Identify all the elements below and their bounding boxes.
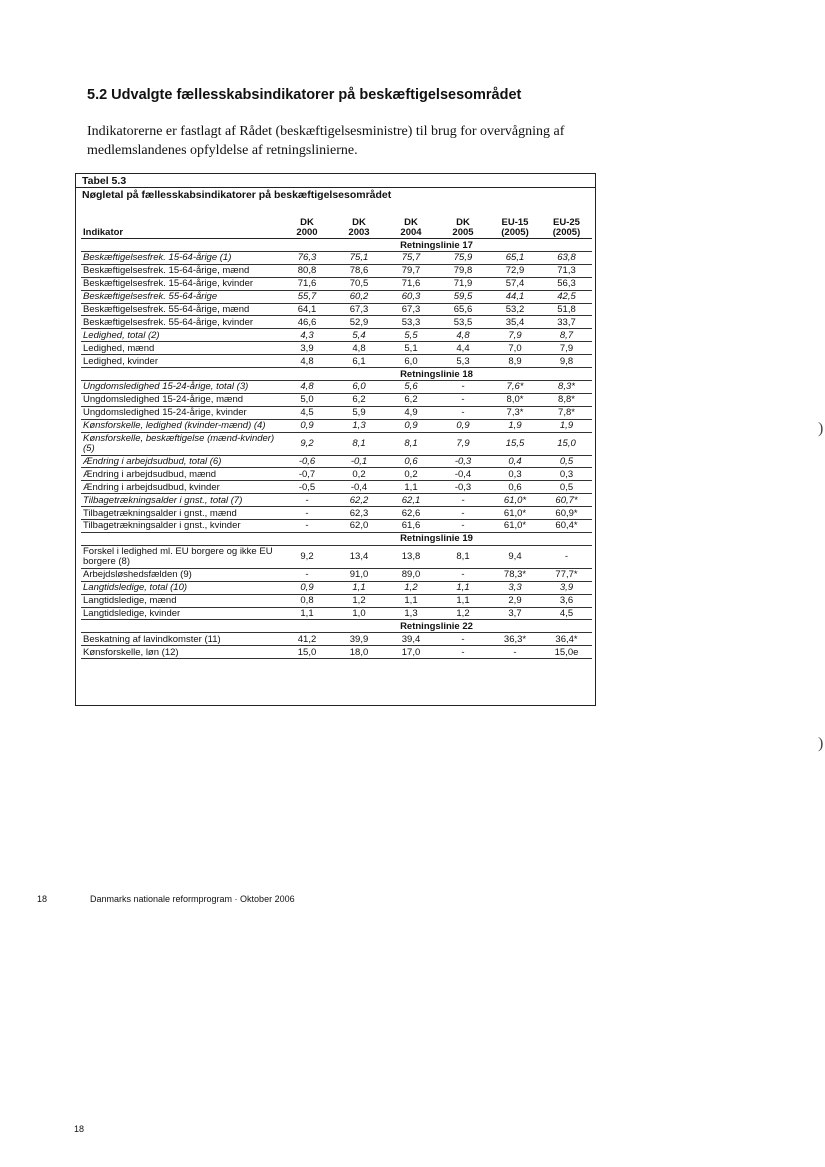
header-col-line: DK <box>352 217 366 228</box>
cell-value: 56,3 <box>541 277 592 290</box>
table-row <box>81 646 592 659</box>
cell-value: 18,0 <box>333 646 385 659</box>
cell-value: 0,9 <box>437 419 489 432</box>
cell-value: - <box>437 646 489 659</box>
row-label: Kønsforskelle, beskæftigelse (mænd-kvinder) (5) <box>81 432 281 455</box>
cell-value: 1,2 <box>385 581 437 594</box>
cell-value: 8,0* <box>489 393 541 406</box>
table-caption: Tabel 5.3 <box>82 175 127 187</box>
section-spacer <box>81 368 281 381</box>
cell-value: 89,0 <box>385 568 437 581</box>
header-col <box>541 214 592 239</box>
cell-value: 71,9 <box>437 277 489 290</box>
cell-value: 7,3* <box>489 406 541 419</box>
cell-value: 0,6 <box>489 481 541 494</box>
table-row <box>81 316 592 329</box>
cell-value: -0,4 <box>333 481 385 494</box>
table-row <box>81 381 592 394</box>
row-label: Ungdomsledighed 15-24-årige, total (3) <box>81 381 281 394</box>
cell-value: 64,1 <box>281 303 333 316</box>
cell-value: - <box>541 545 592 568</box>
cell-value: 1,1 <box>281 607 333 620</box>
cell-value: 67,3 <box>333 303 385 316</box>
table-row <box>81 329 592 342</box>
section-title: Retningslinie 19 <box>281 532 592 545</box>
row-label: Kønsforskelle, ledighed (kvinder-mænd) (4) <box>81 419 281 432</box>
row-label: Ledighed, total (2) <box>81 329 281 342</box>
cell-value: 63,8 <box>541 252 592 265</box>
table-row <box>81 507 592 520</box>
cell-value: 8,7 <box>541 329 592 342</box>
cell-value: 65,6 <box>437 303 489 316</box>
table-row <box>81 277 592 290</box>
cell-value: 7,9 <box>437 432 489 455</box>
cell-value: 62,6 <box>385 507 437 520</box>
cell-value: 0,9 <box>281 581 333 594</box>
table-row <box>81 342 592 355</box>
cell-value: 61,6 <box>385 520 437 533</box>
row-label: Forskel i ledighed ml. EU borgere og ikke EU borgere (8) <box>81 545 281 568</box>
cell-value: 9,4 <box>489 545 541 568</box>
section-title: Retningslinie 18 <box>281 368 592 381</box>
table-row <box>81 393 592 406</box>
cell-value: 71,6 <box>281 277 333 290</box>
cell-value: 0,5 <box>541 455 592 468</box>
table-row <box>81 303 592 316</box>
cell-value: 7,9 <box>541 342 592 355</box>
cell-value: 41,2 <box>281 633 333 646</box>
margin-mark: ) <box>818 735 824 752</box>
cell-value: 9,8 <box>541 355 592 368</box>
table-row <box>81 545 592 568</box>
table-row <box>81 594 592 607</box>
section-title: Retningslinie 22 <box>281 620 592 633</box>
cell-value: 0,9 <box>281 419 333 432</box>
cell-value: 8,8* <box>541 393 592 406</box>
cell-value: 6,0 <box>333 381 385 394</box>
cell-value: 1,1 <box>333 581 385 594</box>
cell-value: 60,2 <box>333 290 385 303</box>
cell-value: - <box>437 406 489 419</box>
cell-value: 1,9 <box>541 419 592 432</box>
table-row <box>81 355 592 368</box>
cell-value: 15,0 <box>541 432 592 455</box>
cell-value: 53,2 <box>489 303 541 316</box>
cell-value: 4,8 <box>281 381 333 394</box>
cell-value: 53,5 <box>437 316 489 329</box>
table-row <box>81 468 592 481</box>
cell-value: 0,8 <box>281 594 333 607</box>
cell-value: 3,7 <box>489 607 541 620</box>
cell-value: - <box>437 494 489 507</box>
section-heading: 5.2 Udvalgte fællesskabsindikatorer på beskæftigelsesområdet <box>87 87 522 103</box>
intro-paragraph: Indikatorerne er fastlagt af Rådet (beskæftigelsesministre) til brug for overvågning af medlemslandenes opfyldelse af retningslinierne. <box>87 124 565 158</box>
cell-value: 1,9 <box>489 419 541 432</box>
cell-value: -0,7 <box>281 468 333 481</box>
cell-value: 75,9 <box>437 252 489 265</box>
cell-value: 44,1 <box>489 290 541 303</box>
header-col <box>437 214 489 239</box>
cell-value: 36,3* <box>489 633 541 646</box>
cell-value: 42,5 <box>541 290 592 303</box>
cell-value: 35,4 <box>489 316 541 329</box>
table-row <box>81 481 592 494</box>
cell-value: 1,2 <box>333 594 385 607</box>
section-title: Retningslinie 17 <box>281 239 592 252</box>
cell-value: 0,2 <box>333 468 385 481</box>
cell-value: 5,9 <box>333 406 385 419</box>
table-row <box>81 252 592 265</box>
cell-value: 3,6 <box>541 594 592 607</box>
cell-value: 62,2 <box>333 494 385 507</box>
cell-value: 52,9 <box>333 316 385 329</box>
cell-value: 0,3 <box>489 468 541 481</box>
cell-value: 1,1 <box>437 594 489 607</box>
table-header-row <box>81 214 592 239</box>
row-label: Arbejdsløshedsfælden (9) <box>81 568 281 581</box>
cell-value: 5,4 <box>333 329 385 342</box>
cell-value: - <box>281 507 333 520</box>
cell-value: 5,1 <box>385 342 437 355</box>
header-col-line: 2000 <box>296 227 318 238</box>
cell-value: 1,3 <box>385 607 437 620</box>
header-col-line: DK <box>404 217 418 228</box>
cell-value: 1,2 <box>437 607 489 620</box>
header-col-line: 2005 <box>452 227 474 238</box>
cell-value: 9,2 <box>281 545 333 568</box>
cell-value: 1,3 <box>333 419 385 432</box>
row-label: Ændring i arbejdsudbud, kvinder <box>81 481 281 494</box>
cell-value: 60,7* <box>541 494 592 507</box>
cell-value: 61,0* <box>489 507 541 520</box>
cell-value: 15,5 <box>489 432 541 455</box>
header-col <box>385 214 437 239</box>
cell-value: 6,1 <box>333 355 385 368</box>
cell-value: 71,3 <box>541 264 592 277</box>
header-indicator: Indikator <box>81 214 281 239</box>
cell-value: 5,6 <box>385 381 437 394</box>
table-row <box>81 406 592 419</box>
cell-value: 53,3 <box>385 316 437 329</box>
table-row <box>81 432 592 455</box>
section-header-row <box>81 239 592 252</box>
header-col <box>281 214 333 239</box>
section-header-row <box>81 620 592 633</box>
cell-value: 1,1 <box>437 581 489 594</box>
table-box <box>75 173 596 706</box>
cell-value: 62,3 <box>333 507 385 520</box>
row-label: Ændring i arbejdsudbud, total (6) <box>81 455 281 468</box>
table-row <box>81 520 592 533</box>
header-col <box>333 214 385 239</box>
section-spacer <box>81 239 281 252</box>
cell-value: 72,9 <box>489 264 541 277</box>
cell-value: 8,1 <box>437 545 489 568</box>
cell-value: 67,3 <box>385 303 437 316</box>
margin-mark: ) <box>818 420 824 437</box>
table-title: Nøgletal på fællesskabsindikatorer på beskæftigelsesområdet <box>82 189 392 201</box>
row-label: Beskæftigelsesfrek. 55-64-årige <box>81 290 281 303</box>
row-label: Ændring i arbejdsudbud, mænd <box>81 468 281 481</box>
table-row <box>81 581 592 594</box>
table-row <box>81 264 592 277</box>
header-col-line: 2004 <box>400 227 422 238</box>
cell-value: 60,9* <box>541 507 592 520</box>
cell-value: 60,4* <box>541 520 592 533</box>
table-row <box>81 419 592 432</box>
cell-value: 79,8 <box>437 264 489 277</box>
row-label: Kønsforskelle, løn (12) <box>81 646 281 659</box>
indicator-table <box>81 214 592 659</box>
cell-value: 4,5 <box>541 607 592 620</box>
footer-page-number: 18 <box>37 894 48 904</box>
cell-value: 39,4 <box>385 633 437 646</box>
cell-value: -0,3 <box>437 455 489 468</box>
row-label: Langtidsledige, kvinder <box>81 607 281 620</box>
cell-value: 78,6 <box>333 264 385 277</box>
cell-value: -0,5 <box>281 481 333 494</box>
cell-value: 13,8 <box>385 545 437 568</box>
cell-value: 57,4 <box>489 277 541 290</box>
cell-value: -0,3 <box>437 481 489 494</box>
cell-value: -0,4 <box>437 468 489 481</box>
header-col-line: (2005) <box>501 227 529 238</box>
section-spacer <box>81 620 281 633</box>
cell-value: 0,6 <box>385 455 437 468</box>
cell-value: 4,8 <box>437 329 489 342</box>
cell-value: 78,3* <box>489 568 541 581</box>
cell-value: 6,2 <box>333 393 385 406</box>
footer-text: Danmarks nationale reformprogram · Oktober 2006 <box>90 894 295 904</box>
cell-value: 7,0 <box>489 342 541 355</box>
header-col-line: DK <box>300 217 314 228</box>
cell-value: 33,7 <box>541 316 592 329</box>
cell-value: 1,1 <box>385 594 437 607</box>
cell-value: 46,6 <box>281 316 333 329</box>
section-spacer <box>81 532 281 545</box>
section-header-row <box>81 368 592 381</box>
cell-value: - <box>437 633 489 646</box>
cell-value: 65,1 <box>489 252 541 265</box>
table-row <box>81 568 592 581</box>
cell-value: 0,4 <box>489 455 541 468</box>
cell-value: 7,6* <box>489 381 541 394</box>
cell-value: 4,5 <box>281 406 333 419</box>
row-label: Beskæftigelsesfrek. 55-64-årige, mænd <box>81 303 281 316</box>
cell-value: 60,3 <box>385 290 437 303</box>
cell-value: 0,5 <box>541 481 592 494</box>
row-label: Tilbagetrækningsalder i gnst., total (7) <box>81 494 281 507</box>
cell-value: 61,0* <box>489 520 541 533</box>
cell-value: 17,0 <box>385 646 437 659</box>
cell-value: 77,7* <box>541 568 592 581</box>
cell-value: 91,0 <box>333 568 385 581</box>
row-label: Beskæftigelsesfrek. 15-64-årige, mænd <box>81 264 281 277</box>
cell-value: 75,7 <box>385 252 437 265</box>
table-row <box>81 633 592 646</box>
cell-value: 8,9 <box>489 355 541 368</box>
row-label: Beskæftigelsesfrek. 55-64-årige, kvinder <box>81 316 281 329</box>
row-label: Ungdomsledighed 15-24-årige, kvinder <box>81 406 281 419</box>
cell-value: - <box>281 494 333 507</box>
cell-value: - <box>437 507 489 520</box>
cell-value: - <box>437 568 489 581</box>
cell-value: 4,3 <box>281 329 333 342</box>
cell-value: 0,9 <box>385 419 437 432</box>
row-label: Beskæftigelsesfrek. 15-64-årige, kvinder <box>81 277 281 290</box>
table-row <box>81 607 592 620</box>
cell-value: 3,9 <box>281 342 333 355</box>
cell-value: 6,2 <box>385 393 437 406</box>
header-col <box>489 214 541 239</box>
cell-value: -0,1 <box>333 455 385 468</box>
cell-value: 51,8 <box>541 303 592 316</box>
row-label: Langtidsledige, mænd <box>81 594 281 607</box>
cell-value: 39,9 <box>333 633 385 646</box>
bottom-page-number: 18 <box>74 1124 85 1134</box>
cell-value: 79,7 <box>385 264 437 277</box>
cell-value: 1,1 <box>385 481 437 494</box>
row-label: Beskatning af lavindkomster (11) <box>81 633 281 646</box>
cell-value: 5,5 <box>385 329 437 342</box>
cell-value: 1,0 <box>333 607 385 620</box>
cell-value: 62,0 <box>333 520 385 533</box>
cell-value: 70,5 <box>333 277 385 290</box>
row-label: Ungdomsledighed 15-24-årige, mænd <box>81 393 281 406</box>
header-col-line: (2005) <box>552 227 581 238</box>
cell-value: 59,5 <box>437 290 489 303</box>
cell-value: - <box>437 520 489 533</box>
row-label: Tilbagetrækningsalder i gnst., mænd <box>81 507 281 520</box>
row-label: Beskæftigelsesfrek. 15-64-årige (1) <box>81 252 281 265</box>
cell-value: - <box>489 646 541 659</box>
cell-value: 5,3 <box>437 355 489 368</box>
cell-value: 8,1 <box>385 432 437 455</box>
cell-value: 80,8 <box>281 264 333 277</box>
table-body <box>81 239 592 659</box>
cell-value: - <box>437 393 489 406</box>
cell-value: - <box>437 381 489 394</box>
cell-value: 13,4 <box>333 545 385 568</box>
table-row <box>81 290 592 303</box>
cell-value: - <box>281 520 333 533</box>
row-label: Ledighed, mænd <box>81 342 281 355</box>
cell-value: 76,3 <box>281 252 333 265</box>
header-col-line: EU-25 <box>553 217 580 228</box>
table-row <box>81 494 592 507</box>
header-col-line: DK <box>456 217 470 228</box>
cell-value: 0,3 <box>541 468 592 481</box>
row-label: Ledighed, kvinder <box>81 355 281 368</box>
cell-value: 4,8 <box>281 355 333 368</box>
cell-value: 7,8* <box>541 406 592 419</box>
cell-value: 75,1 <box>333 252 385 265</box>
cell-value: - <box>281 568 333 581</box>
cell-value: 3,9 <box>541 581 592 594</box>
cell-value: 15,0e <box>541 646 592 659</box>
cell-value: 5,0 <box>281 393 333 406</box>
cell-value: 8,3* <box>541 381 592 394</box>
cell-value: 36,4* <box>541 633 592 646</box>
cell-value: 4,9 <box>385 406 437 419</box>
cell-value: 61,0* <box>489 494 541 507</box>
row-label: Tilbagetrækningsalder i gnst., kvinder <box>81 520 281 533</box>
row-label: Langtidsledige, total (10) <box>81 581 281 594</box>
cell-value: 6,0 <box>385 355 437 368</box>
cell-value: 55,7 <box>281 290 333 303</box>
cell-value: 8,1 <box>333 432 385 455</box>
cell-value: -0,6 <box>281 455 333 468</box>
cell-value: 2,9 <box>489 594 541 607</box>
header-col-line: 2003 <box>348 227 370 238</box>
cell-value: 4,4 <box>437 342 489 355</box>
cell-value: 15,0 <box>281 646 333 659</box>
cell-value: 3,3 <box>489 581 541 594</box>
cell-value: 62,1 <box>385 494 437 507</box>
cell-value: 7,9 <box>489 329 541 342</box>
header-col-line: EU-15 <box>501 217 529 228</box>
cell-value: 71,6 <box>385 277 437 290</box>
cell-value: 0,2 <box>385 468 437 481</box>
table-row <box>81 455 592 468</box>
cell-value: 4,8 <box>333 342 385 355</box>
caption-divider <box>76 187 595 188</box>
section-header-row <box>81 532 592 545</box>
cell-value: 9,2 <box>281 432 333 455</box>
